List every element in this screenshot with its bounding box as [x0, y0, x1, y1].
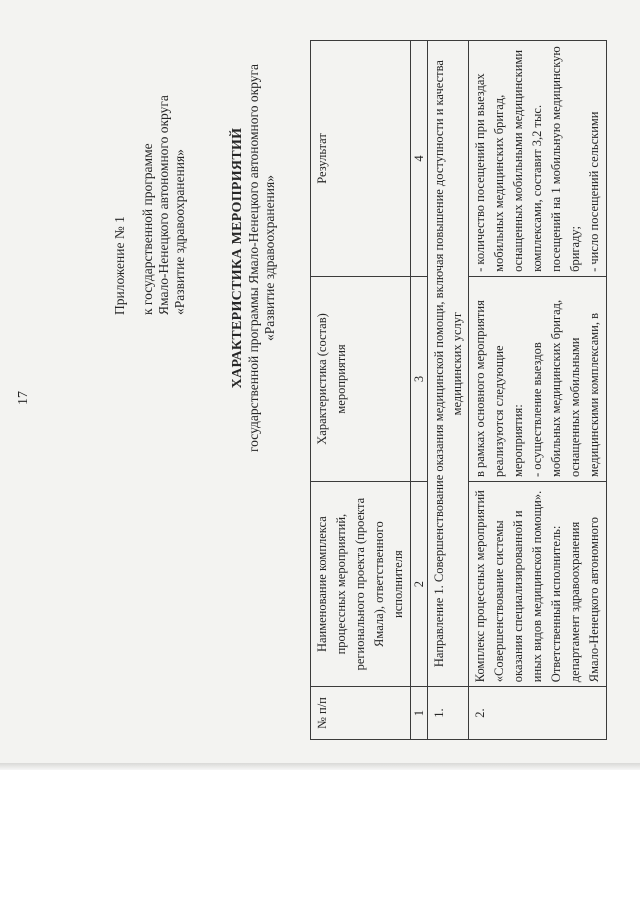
- column-number: 2: [411, 482, 428, 687]
- appendix-block: [112, 25, 188, 315]
- column-number: 1: [411, 687, 428, 740]
- column-number: 4: [411, 41, 428, 277]
- scan-edge-shadow: [0, 763, 640, 770]
- table-row: [469, 41, 607, 740]
- header-cell: Характеристика (состав) мероприятия: [311, 276, 411, 481]
- title-subtitle: «Развитие здравоохранения»: [262, 175, 277, 341]
- table-row: [428, 41, 469, 740]
- header-cell: № п/п: [311, 687, 411, 740]
- title-main: ХАРАКТЕРИСТИКА МЕРОПРИЯТИЙ: [230, 127, 245, 389]
- column-number: 3: [411, 276, 428, 481]
- appendix-line: «Развитие здравоохранения»: [172, 149, 187, 315]
- characteristic-cell: в рамках основного мероприятия реализуются следующие мероприятия: - осуществление выездов мобильных медицинских бригад, оснащенных мобильными медицинскими комплексами, в: [469, 276, 607, 481]
- appendix-line: к государственной программе: [140, 143, 155, 315]
- header-cell: Наименование комплекса процессных мероприятий, регионального проекта (проекта Ямала), ответственного исполнителя: [311, 482, 411, 687]
- direction-cell: Направление 1. Совершенствование оказания медицинской помощи, включая повышение доступности и качества медицинских услуг: [428, 41, 469, 687]
- row-number: 1.: [428, 687, 469, 740]
- document-title: [230, 8, 278, 508]
- title-subtitle: государственной программы Ямало-Ненецкого автономного округа: [246, 63, 261, 453]
- measures-table: [310, 40, 607, 740]
- table-header-row: [311, 41, 411, 740]
- result-cell: - количество посещений при выездах мобильных медицинских бригад, оснащенных мобильными медицинскими комплексами, составит 3,2 тыс. посещений на 1 мобильную медицинскую бригаду; - число посещений сельскими: [469, 41, 607, 277]
- complex-name-cell: Комплекс процессных мероприятий «Совершенствование системы оказания специализированной и иных видов медицинской помощи». Ответственный исполнитель: департамент здравоохранения Ямало-Ненецкого автономного: [469, 482, 607, 687]
- column-number-row: [411, 41, 428, 740]
- page-number: 17: [16, 391, 31, 405]
- header-cell: Результат: [311, 41, 411, 277]
- appendix-line: Ямало-Ненецкого автономного округа: [156, 95, 171, 315]
- row-number: 2.: [469, 687, 607, 740]
- appendix-heading: Приложение № 1: [112, 216, 127, 315]
